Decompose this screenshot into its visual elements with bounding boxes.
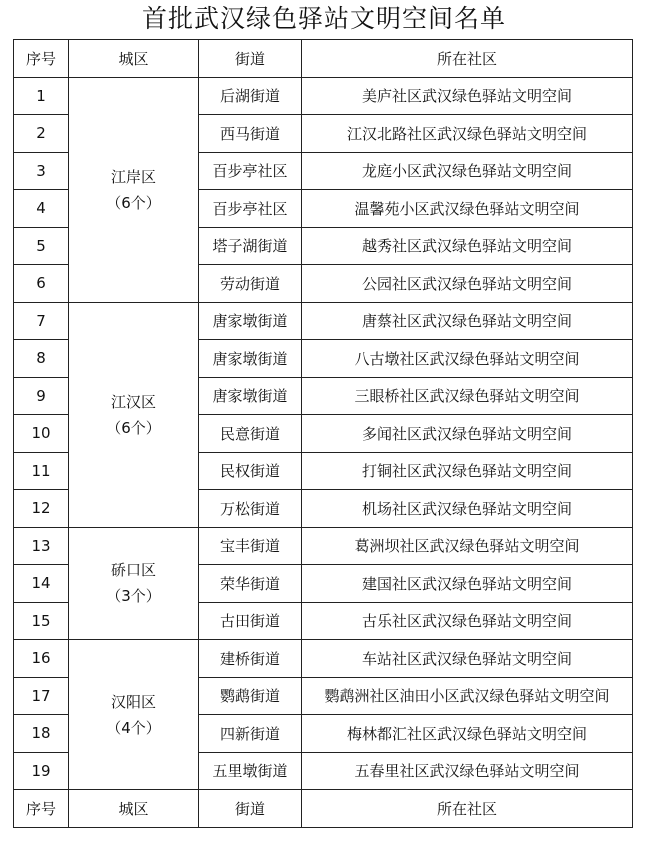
street-cell: 荣华街道 [199, 565, 302, 603]
footer-community: 所在社区 [302, 790, 633, 828]
district-count: （6个） [106, 418, 161, 437]
row-number: 13 [14, 527, 69, 565]
row-number: 11 [14, 452, 69, 490]
street-cell: 民权街道 [199, 452, 302, 490]
row-number: 1 [14, 77, 69, 115]
street-cell: 唐家墩街道 [199, 340, 302, 378]
street-cell: 宝丰街道 [199, 527, 302, 565]
row-number: 4 [14, 190, 69, 228]
street-cell: 五里墩街道 [199, 752, 302, 790]
street-cell: 古田街道 [199, 602, 302, 640]
header-no: 序号 [14, 40, 69, 78]
street-cell: 唐家墩街道 [199, 302, 302, 340]
community-cell: 建国社区武汉绿色驿站文明空间 [302, 565, 633, 603]
row-number: 10 [14, 415, 69, 453]
table-row [14, 302, 633, 340]
district-name: 江岸区 [110, 167, 156, 186]
table-row [14, 527, 633, 565]
district-name: 硚口区 [110, 561, 156, 580]
community-cell: 车站社区武汉绿色驿站文明空间 [302, 640, 633, 678]
row-number: 19 [14, 752, 69, 790]
row-number: 12 [14, 490, 69, 528]
row-number: 18 [14, 715, 69, 753]
community-cell: 龙庭小区武汉绿色驿站文明空间 [302, 152, 633, 190]
street-cell: 百步亭社区 [199, 152, 302, 190]
community-cell: 公园社区武汉绿色驿站文明空间 [302, 265, 633, 303]
street-cell: 唐家墩街道 [199, 377, 302, 415]
station-roster-table [13, 39, 633, 828]
district-count: （3个） [106, 587, 161, 606]
community-cell: 梅林都汇社区武汉绿色驿站文明空间 [302, 715, 633, 753]
district-name: 江汉区 [110, 392, 156, 411]
row-number: 15 [14, 602, 69, 640]
district-count: （6个） [106, 193, 161, 212]
community-cell: 江汉北路社区武汉绿色驿站文明空间 [302, 115, 633, 153]
footer-street: 街道 [199, 790, 302, 828]
district-cell [69, 77, 199, 302]
footer-no: 序号 [14, 790, 69, 828]
row-number: 17 [14, 677, 69, 715]
table-row [14, 77, 633, 115]
document-title: 首批武汉绿色驿站文明空间名单 [141, 4, 506, 33]
row-number: 3 [14, 152, 69, 190]
street-cell: 百步亭社区 [199, 190, 302, 228]
street-cell: 鹦鹉街道 [199, 677, 302, 715]
community-cell: 古乐社区武汉绿色驿站文明空间 [302, 602, 633, 640]
community-cell: 美庐社区武汉绿色驿站文明空间 [302, 77, 633, 115]
row-number: 5 [14, 227, 69, 265]
community-cell: 八古墩社区武汉绿色驿站文明空间 [302, 340, 633, 378]
district-count: （4个） [106, 718, 161, 737]
footer-district: 城区 [69, 790, 199, 828]
community-cell: 多闻社区武汉绿色驿站文明空间 [302, 415, 633, 453]
community-cell: 越秀社区武汉绿色驿站文明空间 [302, 227, 633, 265]
street-cell: 后湖街道 [199, 77, 302, 115]
community-cell: 五春里社区武汉绿色驿站文明空间 [302, 752, 633, 790]
header-district: 城区 [69, 40, 199, 78]
table-row [14, 640, 633, 678]
community-cell: 机场社区武汉绿色驿站文明空间 [302, 490, 633, 528]
row-number: 8 [14, 340, 69, 378]
row-number: 14 [14, 565, 69, 603]
street-cell: 四新街道 [199, 715, 302, 753]
row-number: 16 [14, 640, 69, 678]
district-cell [69, 527, 199, 640]
row-number: 2 [14, 115, 69, 153]
row-number: 9 [14, 377, 69, 415]
street-cell: 劳动街道 [199, 265, 302, 303]
district-cell [69, 640, 199, 790]
community-cell: 鹦鹉洲社区油田小区武汉绿色驿站文明空间 [302, 677, 633, 715]
community-cell: 打铜社区武汉绿色驿站文明空间 [302, 452, 633, 490]
street-cell: 民意街道 [199, 415, 302, 453]
street-cell: 万松街道 [199, 490, 302, 528]
district-cell [69, 302, 199, 527]
street-cell: 塔子湖街道 [199, 227, 302, 265]
header-row [14, 40, 633, 78]
community-cell: 葛洲坝社区武汉绿色驿站文明空间 [302, 527, 633, 565]
district-name: 汉阳区 [110, 692, 156, 711]
header-community: 所在社区 [302, 40, 633, 78]
community-cell: 三眼桥社区武汉绿色驿站文明空间 [302, 377, 633, 415]
street-cell: 建桥街道 [199, 640, 302, 678]
community-cell: 唐蔡社区武汉绿色驿站文明空间 [302, 302, 633, 340]
footer-row [14, 790, 633, 828]
community-cell: 温馨苑小区武汉绿色驿站文明空间 [302, 190, 633, 228]
street-cell: 西马街道 [199, 115, 302, 153]
row-number: 6 [14, 265, 69, 303]
roster-body [14, 77, 633, 790]
header-street: 街道 [199, 40, 302, 78]
row-number: 7 [14, 302, 69, 340]
